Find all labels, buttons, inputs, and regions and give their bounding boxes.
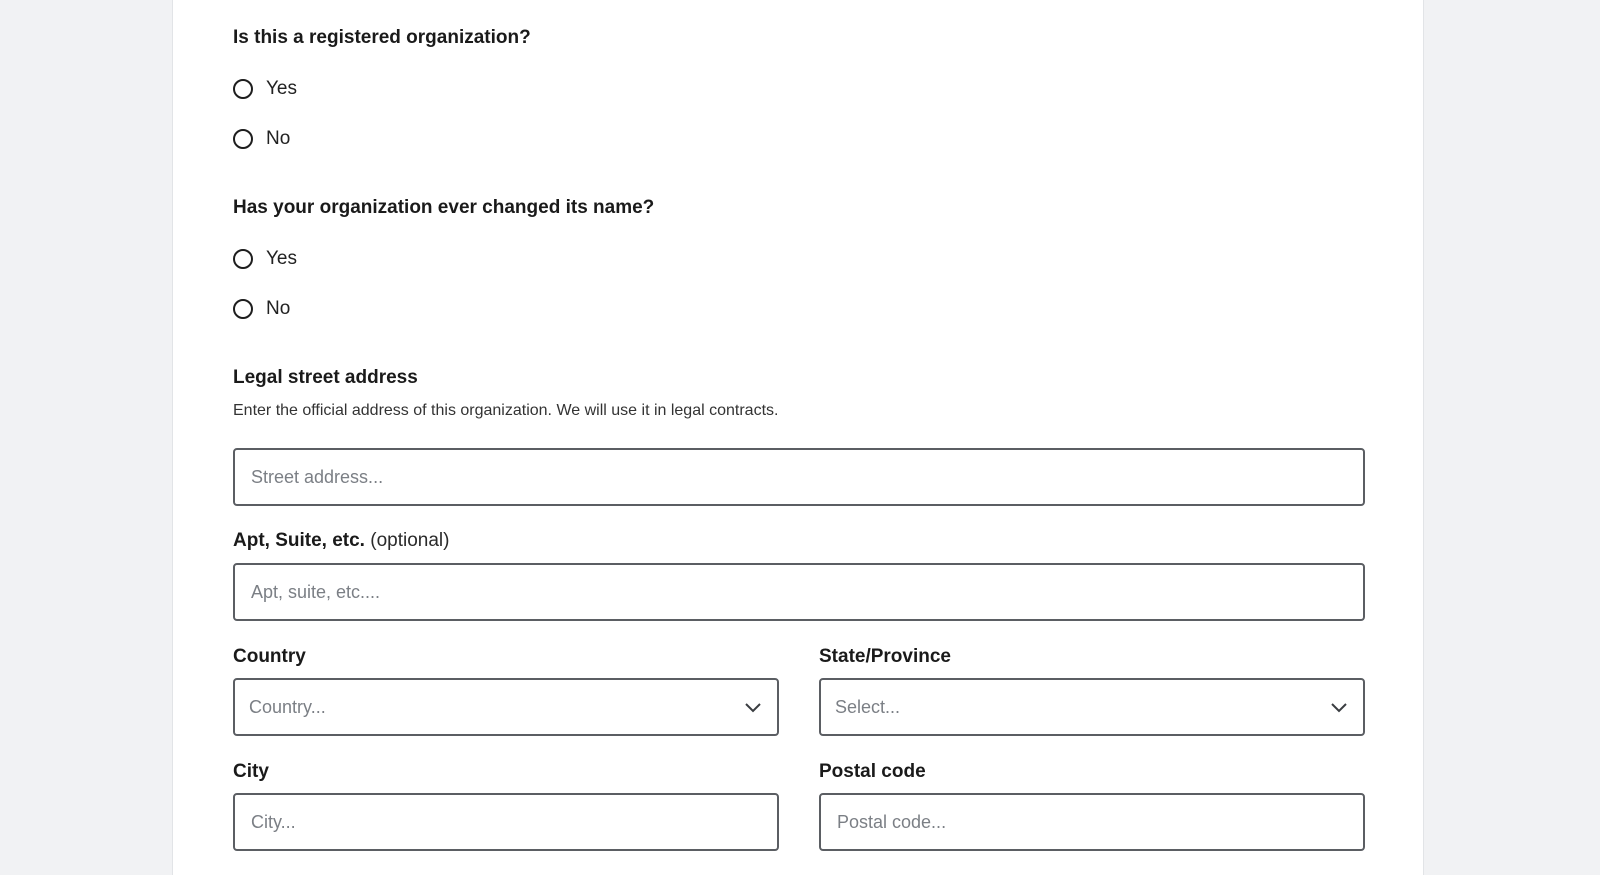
name-changed-no-radio[interactable] — [233, 295, 290, 323]
street-address-input[interactable] — [249, 466, 1349, 489]
city-label: City — [233, 761, 269, 782]
radio-unchecked-icon[interactable] — [233, 129, 253, 149]
apt-optional-text: (optional) — [370, 530, 450, 551]
city-field[interactable] — [233, 793, 779, 851]
apt-input[interactable] — [249, 581, 1349, 604]
name-changed-yes-radio[interactable] — [233, 245, 297, 273]
legal-address-label: Legal street address — [233, 367, 418, 388]
apt-label-text: Apt, Suite, etc. — [233, 530, 365, 551]
state-label: State/Province — [819, 646, 951, 667]
registered-org-yes-radio[interactable] — [233, 75, 297, 103]
apt-label — [233, 530, 449, 552]
chevron-down-icon — [743, 697, 763, 717]
country-label: Country — [233, 646, 306, 667]
state-select-value: Select... — [835, 696, 901, 717]
radio-unchecked-icon[interactable] — [233, 79, 253, 99]
radio-label: Yes — [266, 78, 297, 99]
registered-org-no-radio[interactable] — [233, 125, 290, 153]
radio-unchecked-icon[interactable] — [233, 299, 253, 319]
radio-label: No — [266, 128, 291, 149]
radio-unchecked-icon[interactable] — [233, 249, 253, 269]
registered-org-question: Is this a registered organization? — [233, 27, 531, 48]
legal-address-helper: Enter the official address of this organization. We will use it in legal contracts. — [233, 402, 779, 419]
chevron-down-icon — [1329, 697, 1349, 717]
postal-input[interactable] — [835, 811, 1349, 834]
postal-label: Postal code — [819, 761, 926, 782]
radio-label: No — [266, 298, 291, 319]
state-select[interactable] — [819, 678, 1365, 736]
form-card — [172, 0, 1424, 875]
country-select[interactable] — [233, 678, 779, 736]
country-select-value: Country... — [249, 696, 326, 717]
name-changed-question: Has your organization ever changed its name? — [233, 197, 655, 218]
postal-field[interactable] — [819, 793, 1365, 851]
apt-field[interactable] — [233, 563, 1365, 621]
city-input[interactable] — [249, 811, 763, 834]
street-address-field[interactable] — [233, 448, 1365, 506]
radio-label: Yes — [266, 248, 297, 269]
